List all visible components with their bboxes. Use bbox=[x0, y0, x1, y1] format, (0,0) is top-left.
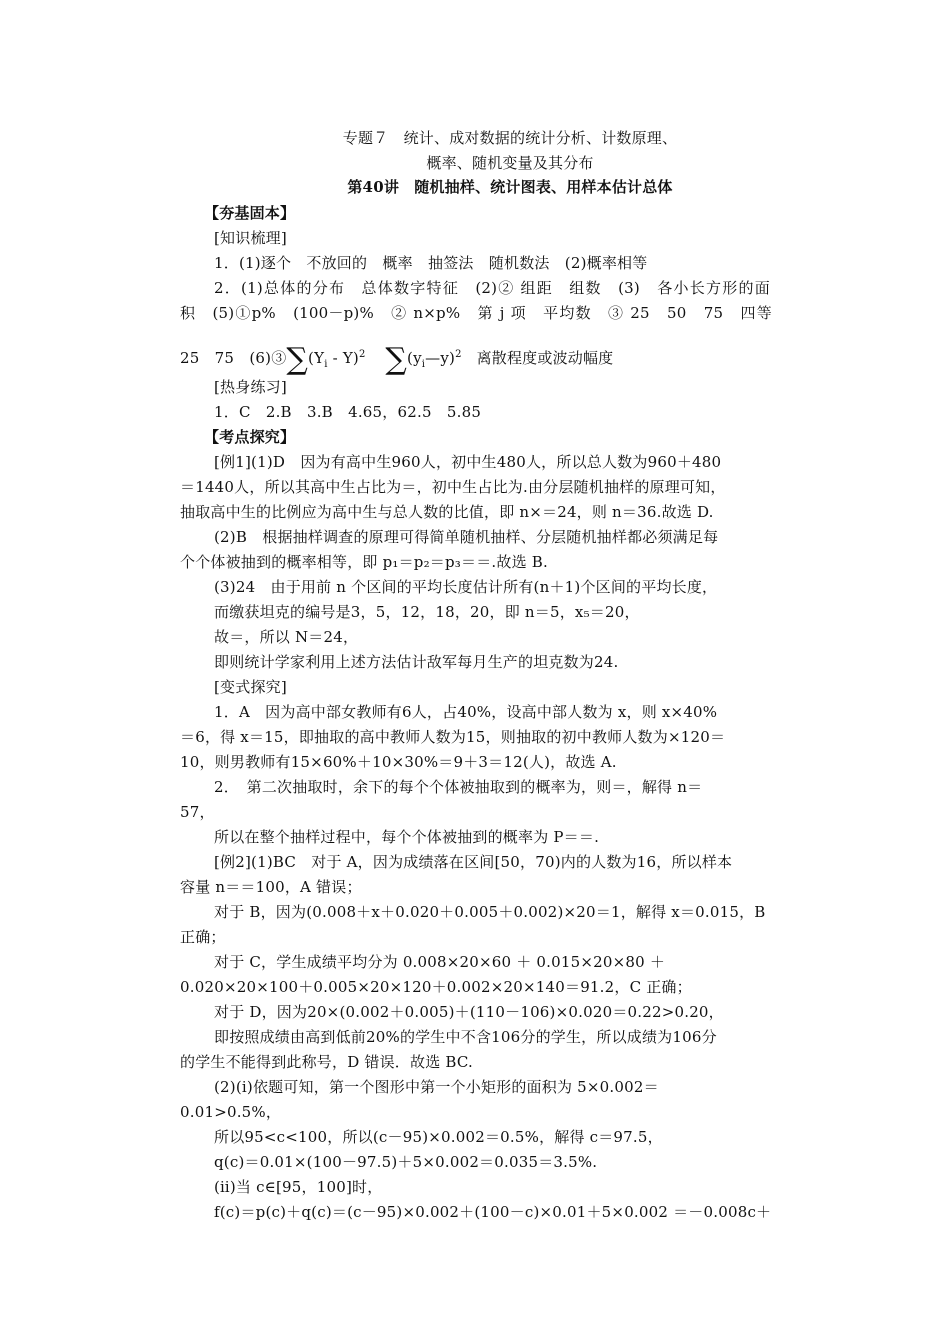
knowledge-item-2c: 25 75 $(6)③\sum(Y_i - Y)^2$ $\sum(y_i—y)^2$ 离散程度或波动幅度 bbox=[180, 342, 614, 377]
title-line-2: 概率、随机变量及其分布 bbox=[426, 154, 594, 172]
variant1-line-b: ＝6，得 x＝15，即抽取的高中教师人数为15，则抽取的初中教师人数为×120＝ bbox=[180, 728, 726, 746]
knowledge-item-1: 1．(1)逐个 不放回的 概率 抽签法 随机数法 (2)概率相等 bbox=[214, 254, 648, 272]
lecture-title: 第40讲 随机抽样、统计图表、用样本估计总体 bbox=[347, 178, 673, 196]
variant2-line-a: 2． 第二次抽取时，余下的每个个体被抽取到的概率为，则＝，解得 n＝ bbox=[214, 778, 703, 796]
knowledge-item-2a: 2．(1)总体的分布 总体数字特征 (2)② 组距 组数 (3) 各小长方形的面 bbox=[214, 279, 770, 297]
example2-line-f: 0.020×20×100＋0.005×20×120＋0.002×20×140＝91.2，C 正确； bbox=[180, 978, 692, 996]
formula-suffix: 离散程度或波动幅度 bbox=[476, 349, 614, 367]
example1-line-h: 故＝，所以 N＝24， bbox=[214, 628, 359, 646]
example2-line-e: 对于 C，学生成绩平均分为 0.008×20×60 ＋ 0.015×20×80 ＋ bbox=[214, 953, 666, 971]
title-line-1: 专题７ 统计、成对数据的统计分析、计数原理、 bbox=[342, 129, 678, 147]
example1-line-a: [例1](1)D 因为有高中生960人，初中生480人，所以总人数为960＋480 bbox=[214, 453, 722, 471]
example2-line-a: [例2](1)BC 对于 A，因为成绩落在区间[50，70)内的人数为16，所以样本 bbox=[214, 853, 733, 871]
sum-symbol-1: ∑ bbox=[286, 342, 309, 377]
variant2-line-b: 57， bbox=[180, 803, 215, 821]
example2-line-h: 即按照成绩由高到低前20%的学生中不含106分的学生，所以成绩为106分 bbox=[214, 1028, 717, 1046]
explore-heading: 【考点探究】 bbox=[204, 428, 296, 446]
variant1-line-c: 10，则男教师有15×60%＋10×30%＝9＋3＝12(人)，故选 A. bbox=[180, 753, 617, 771]
example2-line-l: 所以95<c<100，所以(c－95)×0.002＝0.5%，解得 c＝97.5， bbox=[214, 1128, 663, 1146]
example1-line-b: ＝1440人，所以其高中生占比为＝，初中生占比为.由分层随机抽样的原理可知， bbox=[180, 478, 726, 496]
example2-line-i: 的学生不能得到此称号，D 错误．故选 BC. bbox=[180, 1053, 473, 1071]
formula-sum-1b: - Y) bbox=[327, 349, 359, 367]
knowledge-label: [知识梳理] bbox=[214, 229, 287, 247]
variant1-line-a: 1．A 因为高中部女教师有6人，占40%，设高中部人数为 x，则 x×40% bbox=[214, 703, 718, 721]
formula-sum-2b: —y) bbox=[425, 349, 456, 367]
example2-line-d: 正确； bbox=[180, 928, 226, 946]
example2-line-j: (2)(ⅰ)依题可知，第一个图形中第一个小矩形的面积为 5×0.002＝ bbox=[214, 1078, 659, 1096]
warmup-answers: 1．C 2.B 3.B 4.65，62.5 5.85 bbox=[214, 403, 482, 421]
example2-line-c: 对于 B，因为(0.008＋x＋0.020＋0.005＋0.002)×20＝1，解得 x＝0.015，B bbox=[214, 903, 766, 921]
example2-line-o: f(c)＝p(c)＋q(c)＝(c－95)×0.002＋(100－c)×0.01＋5×0.002 ＝－0.008c＋ bbox=[214, 1203, 772, 1221]
knowledge-item-2b: 积 (5)①p% (100－p)% ② n×p% 第 j 项 平均数 ③ 25 50 75 四等 bbox=[180, 304, 772, 322]
warmup-label: [热身练习] bbox=[214, 378, 287, 396]
formula-sum-2a: (y bbox=[407, 349, 422, 367]
example1-line-f: (3)24 由于用前 n 个区间的平均长度估计所有(n＋1)个区间的平均长度， bbox=[214, 578, 718, 596]
example1-line-c: 抽取高中生的比例应为高中生与总人数的比值，即 n×＝24，则 n＝36.故选 D. bbox=[180, 503, 714, 521]
formula-sum-1a: (Y bbox=[308, 349, 325, 367]
variant2-line-c: 所以在整个抽样过程中，每个个体被抽到的概率为 P＝＝. bbox=[214, 828, 600, 846]
sum-symbol-2: ∑ bbox=[385, 342, 408, 377]
example1-line-d: (2)B 根据抽样调查的原理可得简单随机抽样、分层随机抽样都必须满足每 bbox=[214, 528, 719, 546]
basics-heading: 【夯基固本】 bbox=[204, 204, 296, 222]
example1-line-g: 而缴获坦克的编号是3，5，12，18，20，即 n＝5，x₅＝20， bbox=[214, 603, 640, 621]
example2-line-n: (ⅱ)当 c∈[95，100]时， bbox=[214, 1178, 383, 1196]
variant-label: [变式探究] bbox=[214, 678, 287, 696]
example1-line-i: 即则统计学家利用上述方法估计敌军每月生产的坦克数为24. bbox=[214, 653, 619, 671]
example2-line-m: q(c)＝0.01×(100－97.5)＋5×0.002＝0.035＝3.5%. bbox=[214, 1153, 598, 1171]
example2-line-b: 容量 n＝＝100，A 错误； bbox=[180, 878, 362, 896]
example2-line-g: 对于 D，因为20×(0.002＋0.005)＋(110－106)×0.020＝0.22>0.20， bbox=[214, 1003, 724, 1021]
example1-line-e: 个个体被抽到的概率相等，即 p₁＝p₂＝p₃＝＝.故选 B. bbox=[180, 553, 548, 571]
example2-line-k: 0.01>0.5%， bbox=[180, 1103, 282, 1121]
formula-prefix: 25 75 (6)③ bbox=[180, 349, 287, 367]
